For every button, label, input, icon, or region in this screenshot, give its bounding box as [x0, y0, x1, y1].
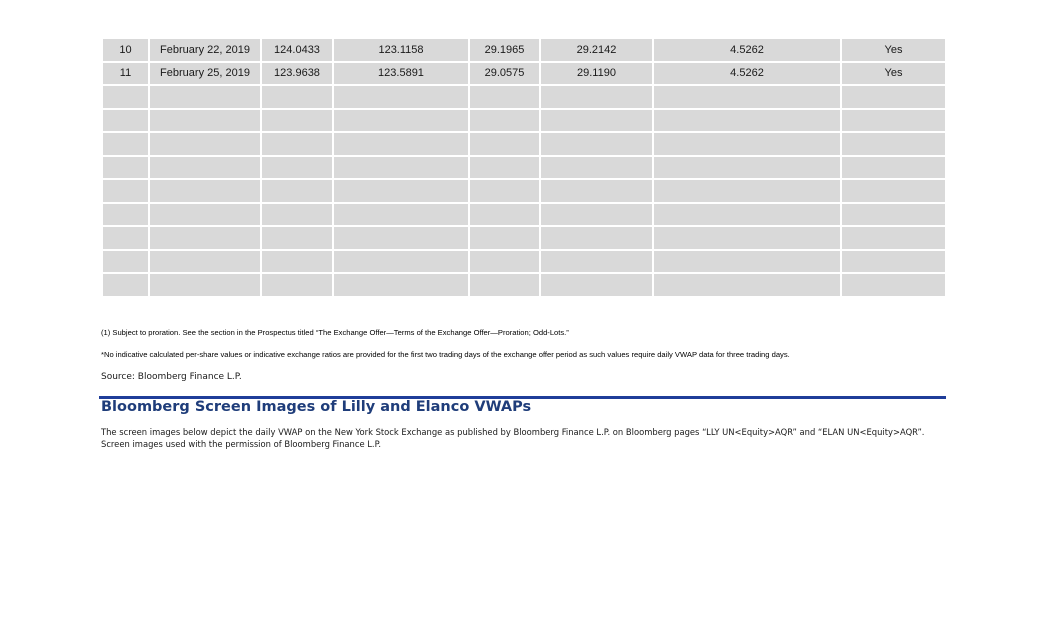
table-row: [102, 179, 946, 203]
table-cell-limit-flag: [841, 156, 946, 180]
table-cell-limit-flag: [841, 132, 946, 156]
table-cell-lilly-vwap: [261, 132, 333, 156]
table-row: [102, 132, 946, 156]
table-cell-elanco-value: [540, 226, 653, 250]
table-cell-elanco-vwap: [469, 273, 540, 297]
table-cell-day: [102, 132, 149, 156]
section-title: Bloomberg Screen Images of Lilly and Elanco VWAPs: [101, 399, 532, 415]
table-cell-day: [102, 156, 149, 180]
table-cell-date: February 25, 2019: [149, 62, 261, 86]
table-cell-day: [102, 85, 149, 109]
table-cell-elanco-vwap: [469, 226, 540, 250]
table-cell-exchange-ratio: 4.5262: [653, 62, 841, 86]
table-cell-elanco-vwap: [469, 203, 540, 227]
table-cell-elanco-vwap: [469, 250, 540, 274]
table-cell-elanco-vwap: [469, 132, 540, 156]
exchange-offer-table: [101, 37, 947, 298]
table-row: [102, 226, 946, 250]
table-cell-elanco-vwap: 29.0575: [469, 62, 540, 86]
table-cell-limit-flag: [841, 85, 946, 109]
table-cell-elanco-vwap: [469, 179, 540, 203]
table-cell-date: [149, 109, 261, 133]
table-row: [102, 203, 946, 227]
table-cell-lilly-value: [333, 226, 469, 250]
table-cell-lilly-vwap: [261, 226, 333, 250]
table-cell-day: 11: [102, 62, 149, 86]
table-cell-lilly-vwap: [261, 273, 333, 297]
table-cell-date: [149, 273, 261, 297]
table-cell-limit-flag: Yes: [841, 62, 946, 86]
section-body-line: Screen images used with the permission of Bloomberg Finance L.P.: [101, 439, 381, 449]
table-cell-exchange-ratio: [653, 156, 841, 180]
table-cell-limit-flag: [841, 179, 946, 203]
table-cell-elanco-value: [540, 273, 653, 297]
table-cell-elanco-value: [540, 85, 653, 109]
table-cell-exchange-ratio: [653, 132, 841, 156]
table-cell-elanco-value: [540, 156, 653, 180]
section-body: [101, 426, 941, 450]
table-cell-lilly-vwap: 124.0433: [261, 38, 333, 62]
footnote-proration: (1) Subject to proration. See the section in the Prospectus titled “The Exchange Offer—Terms of the Exchange Offer—Proration; Odd-Lots.”: [101, 328, 569, 337]
table-row: [102, 156, 946, 180]
table-cell-exchange-ratio: [653, 109, 841, 133]
table-cell-date: February 22, 2019: [149, 38, 261, 62]
table-cell-exchange-ratio: [653, 273, 841, 297]
source-note: Source: Bloomberg Finance L.P.: [101, 372, 242, 382]
table-cell-lilly-vwap: [261, 156, 333, 180]
table-row: [102, 62, 946, 86]
section-body-line: The screen images below depict the daily VWAP on the New York Stock Exchange as published by Bloomberg Finance L.P. on Bloomberg pages “LLY UN<Equity>AQR” and “ELAN UN<Equity>AQR”.: [101, 427, 925, 437]
table-cell-lilly-vwap: [261, 109, 333, 133]
table-cell-limit-flag: [841, 273, 946, 297]
table-cell-date: [149, 203, 261, 227]
table-cell-day: [102, 273, 149, 297]
table-cell-exchange-ratio: 4.5262: [653, 38, 841, 62]
table-cell-day: [102, 226, 149, 250]
table-cell-lilly-value: 123.5891: [333, 62, 469, 86]
table-cell-day: [102, 179, 149, 203]
table-cell-lilly-vwap: [261, 203, 333, 227]
table-cell-limit-flag: [841, 109, 946, 133]
table-cell-lilly-vwap: [261, 179, 333, 203]
table-cell-date: [149, 156, 261, 180]
table-cell-elanco-vwap: [469, 156, 540, 180]
table-cell-lilly-vwap: [261, 85, 333, 109]
table-cell-lilly-value: [333, 132, 469, 156]
table-row: [102, 250, 946, 274]
table-cell-date: [149, 132, 261, 156]
table-cell-lilly-vwap: 123.9638: [261, 62, 333, 86]
table-cell-lilly-value: [333, 109, 469, 133]
table-row: [102, 109, 946, 133]
table-cell-limit-flag: [841, 250, 946, 274]
table-cell-lilly-vwap: [261, 250, 333, 274]
table-cell-day: [102, 203, 149, 227]
table-cell-day: [102, 250, 149, 274]
table-cell-exchange-ratio: [653, 250, 841, 274]
table-cell-exchange-ratio: [653, 203, 841, 227]
table-cell-exchange-ratio: [653, 226, 841, 250]
table-cell-lilly-value: [333, 250, 469, 274]
table-row: [102, 273, 946, 297]
table-cell-day: [102, 109, 149, 133]
table-cell-elanco-value: 29.2142: [540, 38, 653, 62]
table-cell-limit-flag: [841, 226, 946, 250]
table-row: [102, 38, 946, 62]
table-cell-lilly-value: [333, 203, 469, 227]
table-cell-date: [149, 85, 261, 109]
table-cell-elanco-value: [540, 250, 653, 274]
table-cell-limit-flag: [841, 203, 946, 227]
table-cell-elanco-value: [540, 179, 653, 203]
table-cell-elanco-value: [540, 132, 653, 156]
table-cell-lilly-value: [333, 179, 469, 203]
table-cell-day: 10: [102, 38, 149, 62]
table-row: [102, 85, 946, 109]
table-cell-lilly-value: [333, 273, 469, 297]
table-cell-date: [149, 226, 261, 250]
table-cell-exchange-ratio: [653, 85, 841, 109]
table-cell-elanco-vwap: 29.1965: [469, 38, 540, 62]
table-cell-exchange-ratio: [653, 179, 841, 203]
table-cell-elanco-value: [540, 109, 653, 133]
table-cell-lilly-value: [333, 85, 469, 109]
table-cell-date: [149, 250, 261, 274]
table-cell-limit-flag: Yes: [841, 38, 946, 62]
table-cell-elanco-vwap: [469, 85, 540, 109]
table-cell-lilly-value: [333, 156, 469, 180]
table-cell-date: [149, 179, 261, 203]
table-cell-elanco-vwap: [469, 109, 540, 133]
table-cell-elanco-value: 29.1190: [540, 62, 653, 86]
table-cell-elanco-value: [540, 203, 653, 227]
table-cell-lilly-value: 123.1158: [333, 38, 469, 62]
table-body: [102, 38, 946, 297]
footnote-no-indicative: *No indicative calculated per-share values or indicative exchange ratios are provided for the first two trading days of the exchange offer period as such values require daily VWAP data for three trading days.: [101, 350, 790, 359]
